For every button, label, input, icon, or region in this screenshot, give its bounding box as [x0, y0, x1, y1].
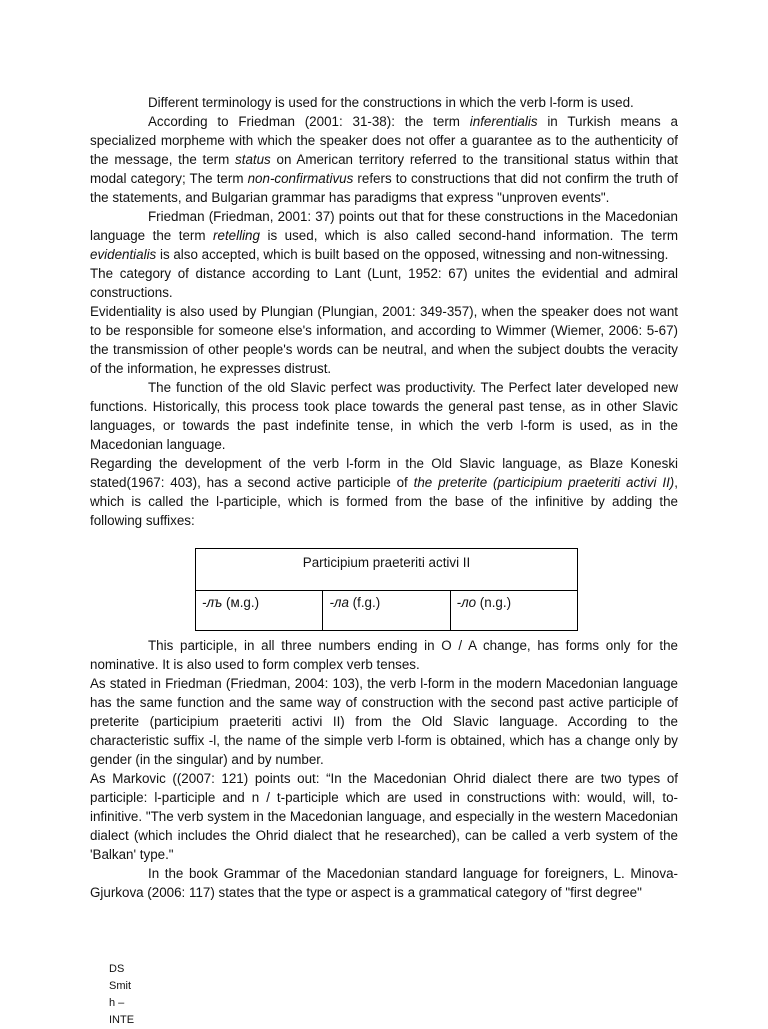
text-run: refers to constructions that did not confirm the truth of the statements, and Bulgarian grammar has paradigms that express "unproven events". [90, 171, 678, 205]
suffix-table [195, 548, 578, 631]
table-cell-feminine: -ла (f.g.) [323, 591, 450, 631]
paragraph [90, 112, 678, 207]
body-text-before-table [90, 93, 678, 530]
body-text-after-table [90, 636, 678, 902]
footer-line: INTE [109, 1014, 135, 1026]
italic-term: the preterite (participium praeteriti activi II) [413, 475, 675, 490]
text-run: is also accepted, which is built based on the opposed, witnessing and non-witnessing. [156, 247, 669, 262]
text-run: The function of the old Slavic perfect was productivity. The Perfect later developed new functions. Historically, this process took place towards the general past tense, as in other Slavic languages, or towards the past indefinite tense, in which the verb l-form is used, as in the Macedonian language. [90, 380, 678, 452]
footer-line: DS [109, 963, 125, 975]
text-run: Evidentiality is also used by Plungian (Plungian, 2001: 349-357), when the speaker does not want to be responsible for someone else's information, and according to Wimmer (Wiemer, 2006: 5-67) the transmission of other people's words can be neutral, and when the subject doubts the veracity of the information, he expresses distrust. [90, 304, 678, 376]
italic-term: evidentialis [90, 247, 157, 262]
table-cell-masculine: -лъ (м.g.) [196, 591, 323, 631]
text-run: , which is called the l-participle, which is formed from the base of the infinitive by adding the following suffixes: [90, 475, 678, 528]
paragraph [90, 864, 678, 902]
italic-term: inferentialis [469, 114, 538, 129]
paragraph [90, 769, 678, 864]
text-run: In the book Grammar of the Macedonian standard language for foreigners, L. Minova-Gjurkova (2006: 117) states that the type or aspect is a grammatical category of "first degree" [90, 866, 678, 900]
paragraph [90, 454, 678, 530]
footer-note [109, 961, 134, 1029]
paragraph [90, 93, 678, 112]
footer-line: h – [109, 997, 125, 1009]
text-run: in Turkish means a specialized morpheme with which the speaker does not offer a guarantee as to the authenticity of the message, the term [90, 114, 678, 167]
paragraph [90, 636, 678, 674]
table-cell-neuter: -ло (n.g.) [450, 591, 577, 631]
text-run: This participle, in all three numbers ending in O / A change, has forms only for the nominative. It is also used to form complex verb tenses. [90, 638, 678, 672]
text-run: Different terminology is used for the constructions in which the verb l-form is used. [148, 95, 634, 110]
paragraph [90, 264, 678, 302]
text-run: is used, which is also called second-hand information. The term [259, 228, 678, 243]
table-header: Participium praeteriti activi II [196, 549, 578, 591]
footer-line: Smit [109, 980, 131, 992]
text-run: As Markovic ((2007: 121) points out: “In the Macedonian Ohrid dialect there are two types of participle: l-participle and n / t-participle which are used in constructions with: would, will, to-infinitive. "The verb system in the Macedonian language, and especially in the western Macedonian dialect (which includes the Ohrid dialect that he researched), can be called a verb system of the 'Balkan' type." [90, 771, 678, 862]
text-run: Regarding the development of the verb l-form in the Old Slavic language, as Blaze Koneski stated(1967: 403), has a second active participle of [90, 456, 678, 490]
text-run: The category of distance according to Lant (Lunt, 1952: 67) unites the evidential and admiral constructions. [90, 266, 678, 300]
document-page [90, 93, 678, 902]
paragraph [90, 207, 678, 264]
paragraph [90, 302, 678, 378]
text-run: As stated in Friedman (Friedman, 2004: 103), the verb l-form in the modern Macedonian language has the same function and the same way of construction with the second past active participle of preterite (participium praeteriti activi II) from the Old Slavic language. According to the characteristic suffix -l, the name of the simple verb l-form is obtained, which has a change only by gender (in the singular) and by number. [90, 676, 678, 767]
text-run: Friedman (Friedman, 2001: 37) points out that for these constructions in the Macedonian language the term [90, 209, 678, 243]
text-run: According to Friedman (2001: 31-38): the term [148, 114, 470, 129]
italic-term: status [235, 152, 271, 167]
paragraph [90, 674, 678, 769]
italic-term: retelling [213, 228, 260, 243]
italic-term: non-confirmativus [247, 171, 354, 186]
text-run: on American territory referred to the transitional status within that modal category; The term [90, 152, 678, 186]
paragraph [90, 378, 678, 454]
